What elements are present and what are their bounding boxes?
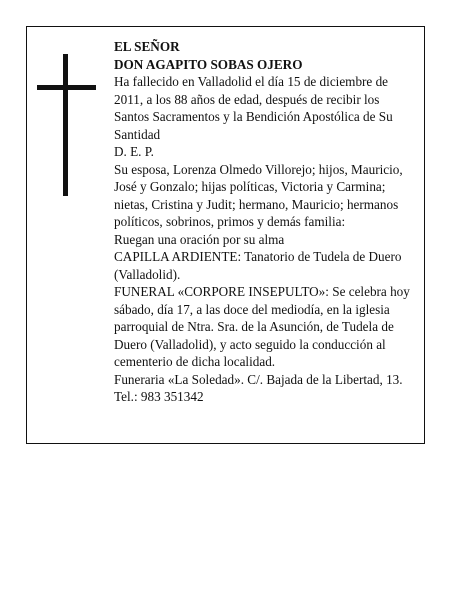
family-line: políticos, sobrinos, primos y demás familia: xyxy=(114,214,346,229)
phone-line: Tel.: 983 351342 xyxy=(114,389,204,404)
prayer-request-line: Ruegan una oración por su alma xyxy=(114,231,285,247)
family-line: nietas, Cristina y Judit; hermano, Mauricio; hermanos xyxy=(114,196,399,212)
funeral-line: FUNERAL «CORPORE INSEPULTO»: Se celebra hoy xyxy=(114,284,410,299)
funeral-line: Duero (Valladolid), y acto seguido la conducción al xyxy=(114,336,386,352)
chapel-line: CAPILLA ARDIENTE: Tanatorio de Tudela de Duero xyxy=(114,249,402,264)
family-line: Su esposa, Lorenza Olmedo Villorejo; hijos, Mauricio, xyxy=(114,161,403,177)
death-notice-line: Ha fallecido en Valladolid el día 15 de diciembre de xyxy=(114,74,389,89)
cross-vertical-bar xyxy=(63,54,68,196)
death-notice-line: Santos Sacramentos y la Bendición Apostólica de Su xyxy=(114,109,393,124)
obituary-text xyxy=(114,38,424,406)
death-notice-line: 2011, a los 88 años de edad, después de recibir los xyxy=(114,91,380,107)
death-notice-line: Santidad xyxy=(114,126,161,142)
rip-line: D. E. P. xyxy=(114,144,154,159)
funeral-line: sábado, día 17, a las doce del mediodía, en la iglesia xyxy=(114,301,390,317)
funeral-line: cementerio de dicha localidad. xyxy=(114,354,276,369)
funeral-home-line: Funeraria «La Soledad». C/. Bajada de la Libertad, 13. xyxy=(114,371,403,387)
funeral-line: parroquial de Ntra. Sra. de la Asunción, de Tudela de xyxy=(114,319,394,334)
cross-horizontal-bar xyxy=(37,85,96,90)
family-line: José y Gonzalo; hijas políticas, Victoria y Carmina; xyxy=(114,179,386,194)
chapel-line: (Valladolid). xyxy=(114,266,181,282)
deceased-name: DON AGAPITO SOBAS OJERO xyxy=(114,56,303,72)
honorific-line: EL SEÑOR xyxy=(114,39,180,54)
